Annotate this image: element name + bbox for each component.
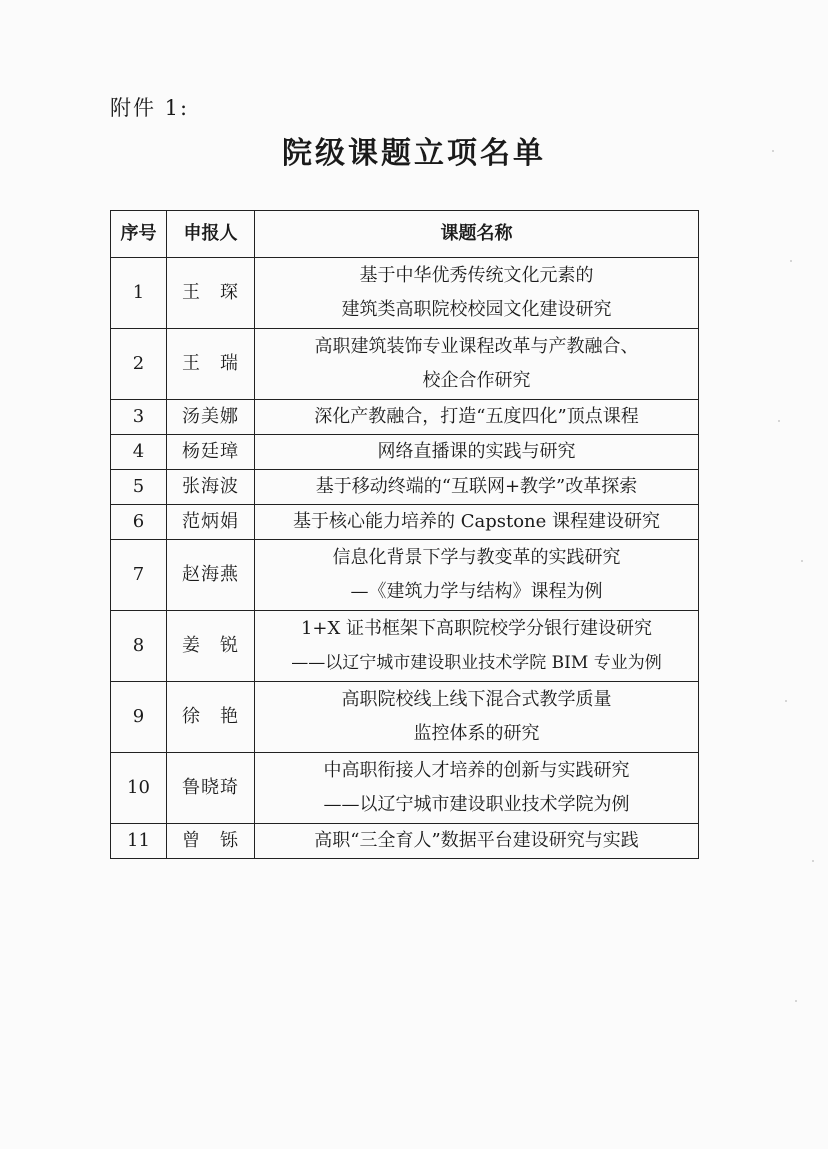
row-number: 4 xyxy=(111,435,167,470)
row-number: 6 xyxy=(111,505,167,540)
header-topic: 课题名称 xyxy=(255,211,699,258)
topic-line: ——以辽宁城市建设职业技术学院 BIM 专业为例 xyxy=(291,653,662,673)
topic-line: 基于移动终端的“互联网+教学”改革探索 xyxy=(315,476,638,497)
table-row xyxy=(111,682,699,753)
topic-line: 基于核心能力培养的 Capstone 课程建设研究 xyxy=(292,511,661,532)
table-row xyxy=(111,505,699,540)
header-applicant: 申报人 xyxy=(167,211,255,258)
row-applicant: 王 琛 xyxy=(167,258,255,329)
scan-speck xyxy=(772,150,774,152)
row-topic xyxy=(255,540,699,611)
topic-line: 网络直播课的实践与研究 xyxy=(377,441,576,462)
row-applicant: 曾 铄 xyxy=(167,824,255,859)
topic-line: 监控体系的研究 xyxy=(413,723,540,744)
row-number: 2 xyxy=(111,329,167,400)
scan-speck xyxy=(778,420,780,422)
document-title xyxy=(0,128,828,172)
topic-line: 高职建筑装饰专业课程改革与产教融合、 xyxy=(314,336,639,357)
row-number: 11 xyxy=(111,824,167,859)
scan-speck xyxy=(812,860,814,862)
header-number: 序号 xyxy=(111,211,167,258)
row-topic xyxy=(255,258,699,329)
table-header-row xyxy=(111,211,699,258)
topic-line: 深化产教融合，打造“五度四化”顶点课程 xyxy=(314,406,639,427)
table-row xyxy=(111,611,699,682)
row-applicant: 张海波 xyxy=(167,470,255,505)
scan-speck xyxy=(795,1000,797,1002)
topic-line: 信息化背景下学与教变革的实践研究 xyxy=(332,547,621,568)
row-topic xyxy=(255,435,699,470)
topic-line: 中高职衔接人才培养的创新与实践研究 xyxy=(323,760,630,781)
topic-line: 基于中华优秀传统文化元素的 xyxy=(359,265,594,286)
table-row xyxy=(111,400,699,435)
document-title-text: 院级课题立项名单 xyxy=(282,136,546,171)
row-number: 10 xyxy=(111,753,167,824)
table-row xyxy=(111,435,699,470)
row-topic xyxy=(255,611,699,682)
project-list-table xyxy=(110,210,699,859)
row-applicant: 徐 艳 xyxy=(167,682,255,753)
topic-line: 高职“三全育人”数据平台建设研究与实践 xyxy=(314,830,639,851)
topic-line: 建筑类高职院校校园文化建设研究 xyxy=(341,299,612,320)
row-number: 5 xyxy=(111,470,167,505)
scan-speck xyxy=(785,700,787,702)
row-applicant: 汤美娜 xyxy=(167,400,255,435)
row-topic xyxy=(255,682,699,753)
row-topic xyxy=(255,470,699,505)
scan-speck xyxy=(801,560,803,562)
row-applicant: 赵海燕 xyxy=(167,540,255,611)
table-row xyxy=(111,753,699,824)
row-topic xyxy=(255,753,699,824)
scan-speck xyxy=(790,260,792,262)
row-number: 1 xyxy=(111,258,167,329)
row-number: 9 xyxy=(111,682,167,753)
table-row xyxy=(111,824,699,859)
topic-line: 1+X 证书框架下高职院校学分银行建设研究 xyxy=(300,618,653,639)
topic-line: 高职院校线上线下混合式教学质量 xyxy=(341,689,612,710)
table-row xyxy=(111,258,699,329)
row-topic xyxy=(255,400,699,435)
topic-line: 校企合作研究 xyxy=(422,370,531,391)
table-row xyxy=(111,329,699,400)
row-applicant: 鲁晓琦 xyxy=(167,753,255,824)
row-applicant: 范炳娟 xyxy=(167,505,255,540)
row-number: 7 xyxy=(111,540,167,611)
topic-line: —《建筑力学与结构》课程为例 xyxy=(350,581,603,602)
row-applicant: 杨廷璋 xyxy=(167,435,255,470)
row-topic xyxy=(255,505,699,540)
table-row xyxy=(111,540,699,611)
topic-line: ——以辽宁城市建设职业技术学院为例 xyxy=(323,794,630,815)
row-number: 8 xyxy=(111,611,167,682)
row-applicant: 王 瑞 xyxy=(167,329,255,400)
row-number: 3 xyxy=(111,400,167,435)
row-topic xyxy=(255,824,699,859)
row-applicant: 姜 锐 xyxy=(167,611,255,682)
table-row xyxy=(111,470,699,505)
row-topic xyxy=(255,329,699,400)
attachment-label: 附件 1: xyxy=(110,96,190,120)
